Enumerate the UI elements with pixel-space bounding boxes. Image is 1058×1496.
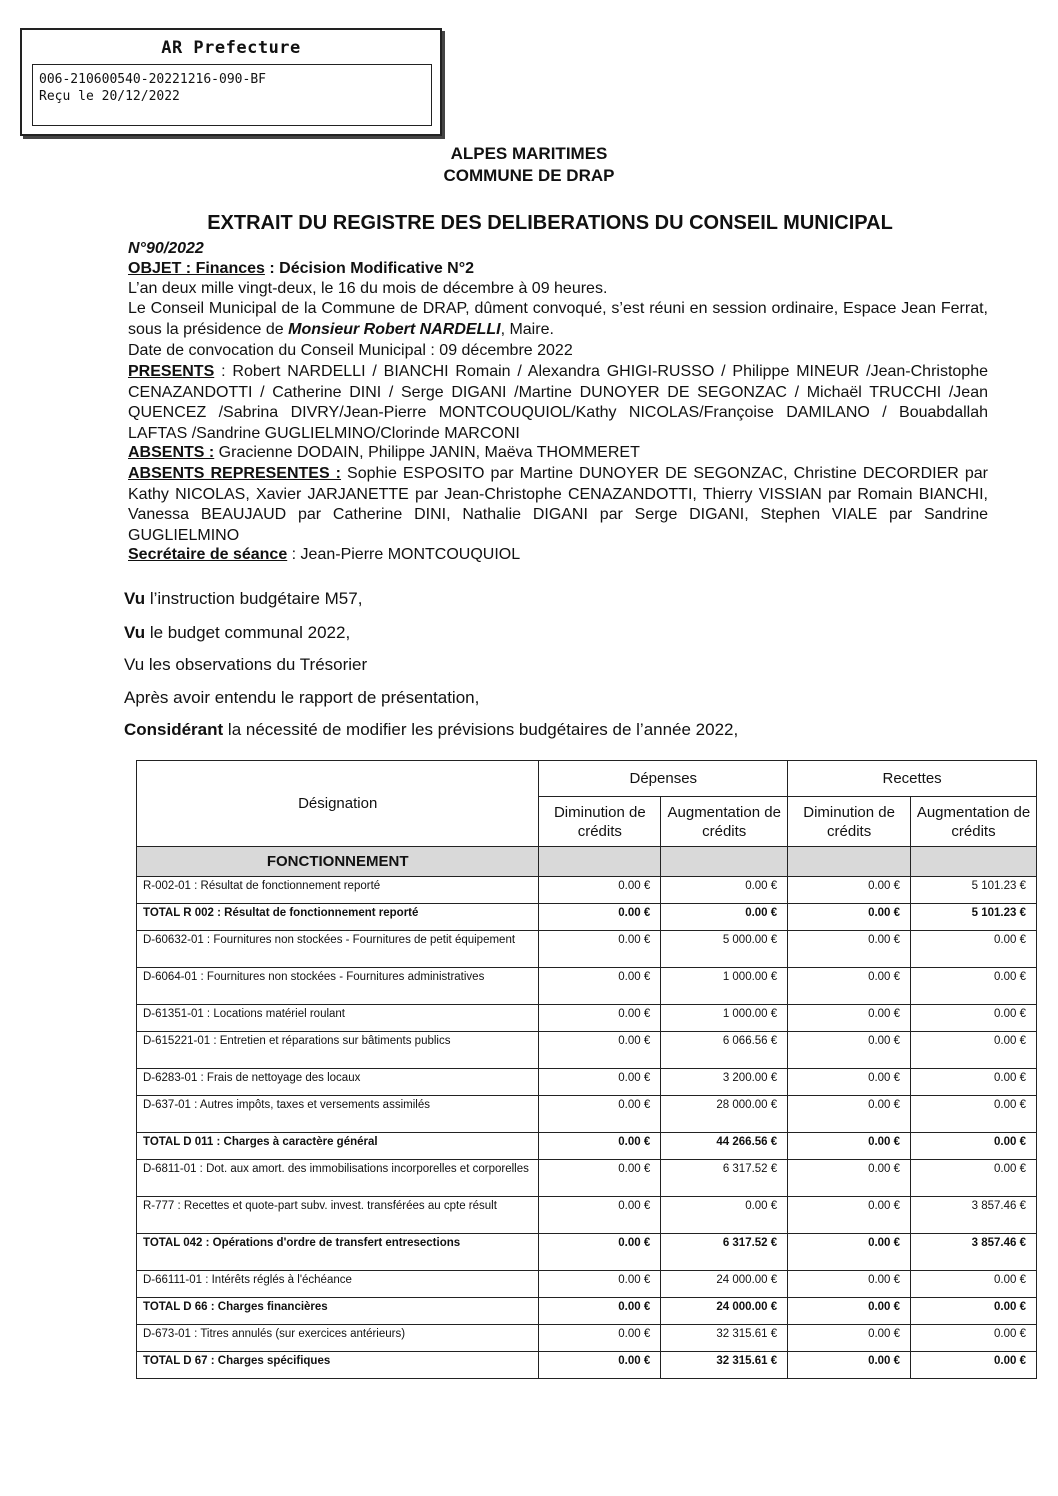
document-title: EXTRAIT DU REGISTRE DES DELIBERATIONS DU CONSEIL MUNICIPAL [207,212,893,234]
consideration-3: Vu les observations du Trésorier [124,655,368,674]
depenses-diminution-cell: 0.00 € [539,1032,661,1069]
recettes-augmentation-cell: 0.00 € [911,1133,1037,1160]
depenses-diminution-cell: 0.00 € [539,1133,661,1160]
depenses-augmentation-cell: 6 317.52 € [661,1160,788,1197]
row-designation: D-6811-01 : Dot. aux amort. des immobilisations incorporelles et corporelles [137,1160,539,1197]
consideration-4: Après avoir entendu le rapport de présentation, [124,688,480,707]
depenses-augmentation-cell: 24 000.00 € [661,1271,788,1298]
row-designation: D-6064-01 : Fournitures non stockées - Fournitures administratives [137,968,539,1005]
recettes-augmentation-header: Augmentation de crédits [911,797,1037,847]
recettes-diminution-cell: 0.00 € [788,1160,911,1197]
table-row [137,1271,1037,1298]
session-text-end: , Maire. [500,320,554,338]
recettes-augmentation-cell: 0.00 € [911,931,1037,968]
row-designation: TOTAL D 66 : Charges financières [137,1298,539,1325]
depenses-diminution-cell: 0.00 € [539,1298,661,1325]
recettes-augmentation-cell: 0.00 € [911,1352,1037,1379]
convocation-date: Date de convocation du Conseil Municipal : 09 décembre 2022 [128,342,573,359]
recettes-augmentation-cell: 0.00 € [911,1298,1037,1325]
depenses-diminution-cell: 0.00 € [539,1197,661,1234]
row-designation: D-66111-01 : Intérêts réglés à l'échéance [137,1271,539,1298]
row-designation: TOTAL D 011 : Charges à caractère général [137,1133,539,1160]
recettes-diminution-cell: 0.00 € [788,1325,911,1352]
president-name: Monsieur Robert NARDELLI [288,320,501,338]
section-row [137,847,1037,877]
presents-paragraph [128,362,988,444]
depenses-header: Dépenses [539,761,788,797]
objet-line [128,259,988,280]
table-row [137,968,1037,1005]
recettes-augmentation-cell: 0.00 € [911,968,1037,1005]
table-row [137,931,1037,968]
deliberation-number: N°90/2022 [128,240,204,257]
recettes-diminution-cell: 0.00 € [788,1234,911,1271]
row-designation: D-615221-01 : Entretien et réparations sur bâtiments publics [137,1032,539,1069]
table-total-row [137,1298,1037,1325]
budget-table [136,760,1037,1379]
stamp-reference-number: 006-210600540-20221216-090-BF [39,72,266,87]
row-designation: D-637-01 : Autres impôts, taxes et versements assimilés [137,1096,539,1133]
depenses-augmentation-header: Augmentation de crédits [661,797,788,847]
recettes-diminution-cell: 0.00 € [788,968,911,1005]
represented-label: ABSENTS REPRESENTES : [128,465,342,482]
row-designation: R-777 : Recettes et quote-part subv. invest. transférées au cpte résult [137,1197,539,1234]
recettes-diminution-cell: 0.00 € [788,1005,911,1032]
row-designation: D-673-01 : Titres annulés (sur exercices antérieurs) [137,1325,539,1352]
prefecture-stamp [20,28,442,136]
absents-paragraph [128,443,988,464]
secretary-label: Secrétaire de séance [128,546,288,563]
stamp-received-date: Reçu le 20/12/2022 [39,89,180,104]
secretary-paragraph [128,545,988,566]
depenses-augmentation-cell: 0.00 € [661,877,788,904]
recettes-diminution-cell: 0.00 € [788,1133,911,1160]
session-text: Le Conseil Municipal de la Commune de DRAP, dûment convoqué, s’est réuni en session ordinaire, Espace Jean Ferrat, sous la présidence de [128,300,988,338]
depenses-diminution-cell: 0.00 € [539,1325,661,1352]
row-designation: D-60632-01 : Fournitures non stockées - Fournitures de petit équipement [137,931,539,968]
row-designation: TOTAL D 67 : Charges spécifiques [137,1352,539,1379]
depenses-diminution-cell: 0.00 € [539,1160,661,1197]
recettes-diminution-cell: 0.00 € [788,931,911,968]
recettes-augmentation-cell: 5 101.23 € [911,904,1037,931]
table-row [137,1160,1037,1197]
recettes-diminution-header: Diminution de crédits [788,797,911,847]
table-total-row [137,1352,1037,1379]
presents-label: PRESENTS [128,363,215,380]
depenses-augmentation-cell: 44 266.56 € [661,1133,788,1160]
represented-list: Sophie ESPOSITO par Martine DUNOYER DE SEGONZAC, Christine DECORDIER par Kathy NICOLAS, Xavier JARJANETTE par Jean-Christophe CENAZANDOTTI, Thierry VISSIAN par Romain BIANCHI, Vanessa BEAUJAUD par Catherine DINI, Nathalie DIGANI par Serge DIGANI, Stephen VIALE par Sandrine GUGLIELMINO [128,465,988,544]
depenses-augmentation-cell: 6 066.56 € [661,1032,788,1069]
depenses-augmentation-cell: 28 000.00 € [661,1096,788,1133]
depenses-augmentation-cell: 5 000.00 € [661,931,788,968]
depenses-diminution-cell: 0.00 € [539,1234,661,1271]
table-row [137,1032,1037,1069]
depenses-augmentation-cell: 32 315.61 € [661,1325,788,1352]
recettes-augmentation-cell: 0.00 € [911,1032,1037,1069]
depenses-augmentation-cell: 1 000.00 € [661,1005,788,1032]
recettes-header: Recettes [788,761,1037,797]
row-designation: TOTAL 042 : Opérations d'ordre de transfert entresections [137,1234,539,1271]
recettes-diminution-cell: 0.00 € [788,1352,911,1379]
recettes-diminution-cell: 0.00 € [788,1032,911,1069]
recettes-augmentation-cell: 0.00 € [911,1271,1037,1298]
designation-header: Désignation [137,761,539,847]
table-row [137,1005,1037,1032]
table-header-row [137,761,1037,797]
commune-heading: COMMUNE DE DRAP [443,166,615,185]
recettes-augmentation-cell: 0.00 € [911,1069,1037,1096]
table-total-row [137,1234,1037,1271]
stamp-title: AR Prefecture [161,38,301,58]
recettes-diminution-cell: 0.00 € [788,1298,911,1325]
row-designation: R-002-01 : Résultat de fonctionnement reporté [137,877,539,904]
recettes-diminution-cell: 0.00 € [788,1271,911,1298]
depenses-diminution-header: Diminution de crédits [539,797,661,847]
depenses-augmentation-cell: 0.00 € [661,904,788,931]
table-total-row [137,1133,1037,1160]
depenses-diminution-cell: 0.00 € [539,1271,661,1298]
presents-list: : Robert NARDELLI / BIANCHI Romain / Alexandra GHIGI-RUSSO / Philippe MINEUR /Jean-Christophe CENAZANDOTTI / Catherine DINI / Serge DIGANI /Martine DUNOYER DE SEGONZAC / Michaël TRUCCHI /Jean QUENCEZ /Sabrina DIVRY/Jean-Pierre MONTCOUQUIOL/Kathy NICOLAS/Françoise DAMILANO / Bouabdallah LAFTAS /Sandrine GUGLIELMINO/Clorinde MARCONI [128,363,988,442]
represented-paragraph [128,464,988,546]
table-row [137,1197,1037,1234]
depenses-augmentation-cell: 1 000.00 € [661,968,788,1005]
depenses-augmentation-cell: 6 317.52 € [661,1234,788,1271]
recettes-augmentation-cell: 0.00 € [911,1096,1037,1133]
recettes-augmentation-cell: 0.00 € [911,1160,1037,1197]
depenses-diminution-cell: 0.00 € [539,1352,661,1379]
recettes-diminution-cell: 0.00 € [788,1197,911,1234]
depenses-augmentation-cell: 24 000.00 € [661,1298,788,1325]
recettes-augmentation-cell: 3 857.46 € [911,1234,1037,1271]
recettes-diminution-cell: 0.00 € [788,1096,911,1133]
depenses-diminution-cell: 0.00 € [539,877,661,904]
table-row [137,877,1037,904]
recettes-augmentation-cell: 0.00 € [911,1325,1037,1352]
section-label: FONCTIONNEMENT [137,847,539,877]
table-row [137,1096,1037,1133]
depenses-augmentation-cell: 0.00 € [661,1197,788,1234]
table-total-row [137,904,1037,931]
session-date: L’an deux mille vingt-deux, le 16 du mois de décembre à 09 heures. [128,280,608,297]
depenses-augmentation-cell: 3 200.00 € [661,1069,788,1096]
table-row [137,1325,1037,1352]
table-row [137,1069,1037,1096]
depenses-diminution-cell: 0.00 € [539,1096,661,1133]
recettes-diminution-cell: 0.00 € [788,904,911,931]
recettes-augmentation-cell: 3 857.46 € [911,1197,1037,1234]
session-description [128,299,988,340]
objet-label: OBJET : Finances [128,260,265,277]
depenses-diminution-cell: 0.00 € [539,931,661,968]
absents-list: Gracienne DODAIN, Philippe JANIN, Maëva THOMMERET [214,444,640,461]
depenses-diminution-cell: 0.00 € [539,1005,661,1032]
depenses-diminution-cell: 0.00 € [539,968,661,1005]
objet-value: : Décision Modificative N°2 [264,260,475,277]
recettes-augmentation-cell: 0.00 € [911,1005,1037,1032]
department-heading: ALPES MARITIMES [450,144,608,163]
depenses-augmentation-cell: 32 315.61 € [661,1352,788,1379]
secretary-name: : Jean-Pierre MONTCOUQUIOL [287,546,521,563]
depenses-diminution-cell: 0.00 € [539,1069,661,1096]
consideration-1: Vu l’instruction budgétaire M57, [124,589,363,608]
row-designation: D-6283-01 : Frais de nettoyage des locaux [137,1069,539,1096]
row-designation: D-61351-01 : Locations matériel roulant [137,1005,539,1032]
consideration-5: Considérant la nécessité de modifier les prévisions budgétaires de l’année 2022, [124,720,739,739]
absents-label: ABSENTS : [128,444,215,461]
consideration-2: Vu le budget communal 2022, [124,623,351,642]
row-designation: TOTAL R 002 : Résultat de fonctionnement reporté [137,904,539,931]
recettes-diminution-cell: 0.00 € [788,877,911,904]
recettes-diminution-cell: 0.00 € [788,1069,911,1096]
depenses-diminution-cell: 0.00 € [539,904,661,931]
recettes-augmentation-cell: 5 101.23 € [911,877,1037,904]
stamp-reference-box [32,64,432,126]
